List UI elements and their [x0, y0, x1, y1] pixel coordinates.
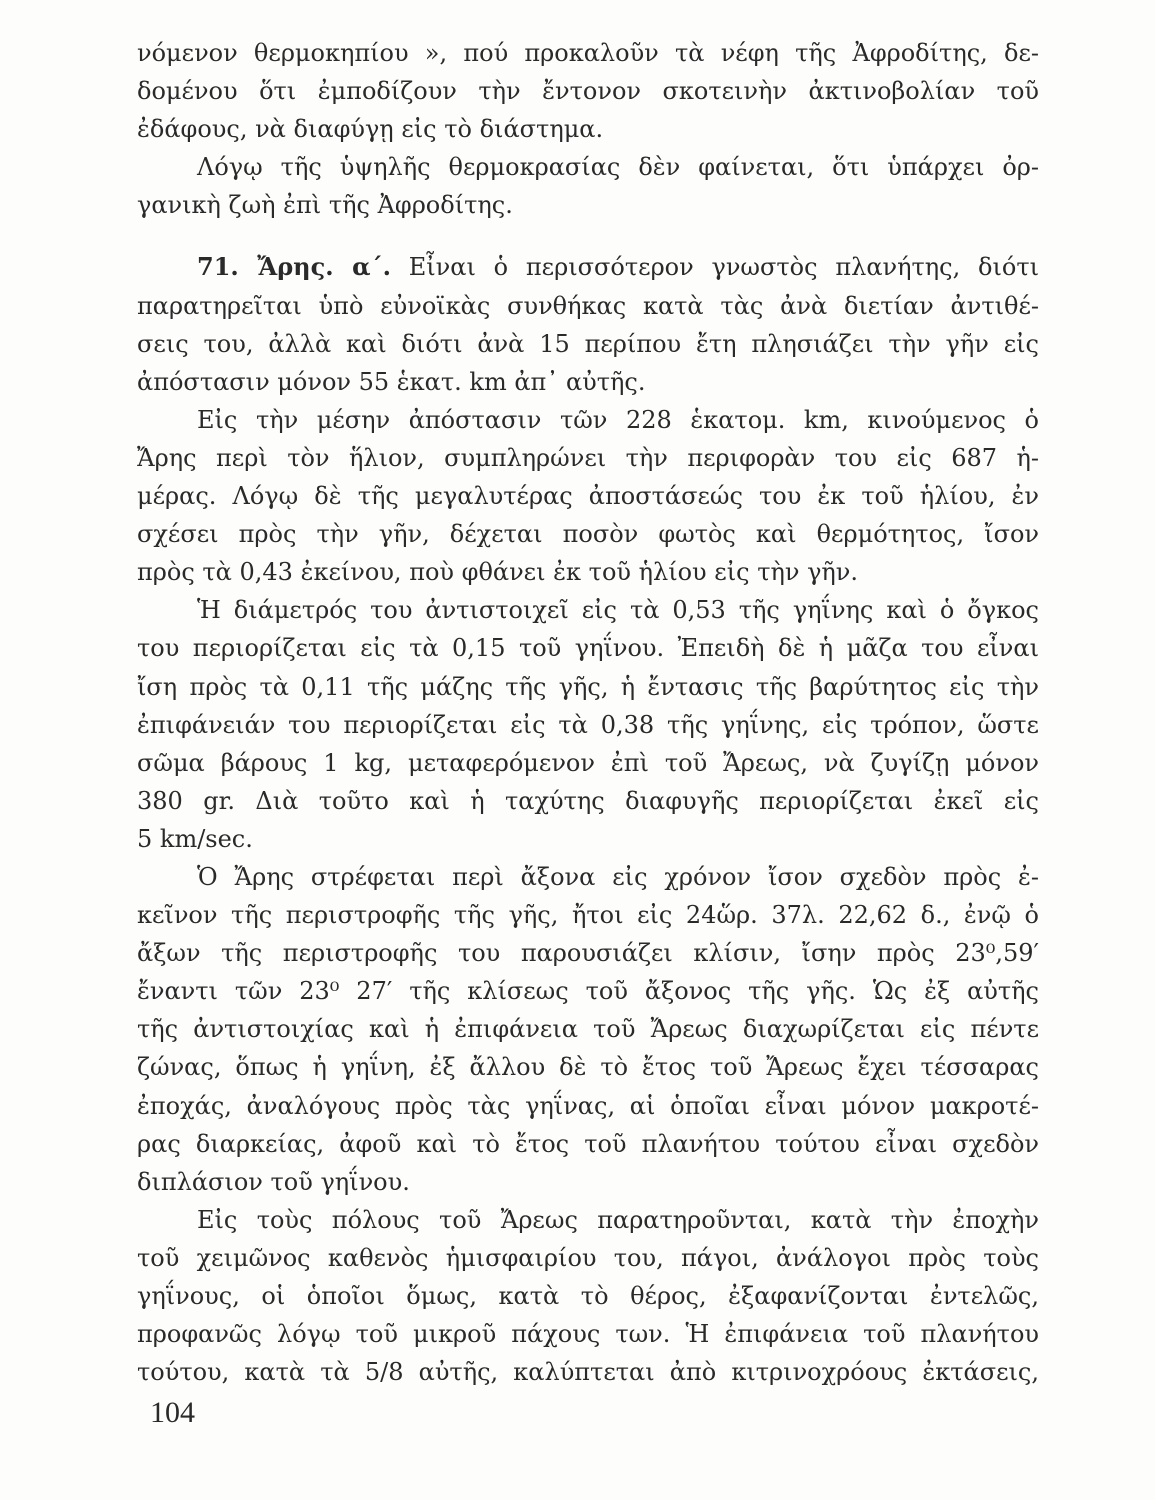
text-line: ἀπόστασιν μόνον 55 ἑκατ. km ἀπ᾿ αὐτῆς.: [137, 367, 646, 396]
text-line: ἔναντι τῶν 23⁰ 27′ τῆς κλίσεως τοῦ ἄξονος τῆς γῆς. Ὡς ἐξ αὐτῆς: [137, 977, 1039, 1006]
text-line: σεις του, ἀλλὰ καὶ διότι ἀνὰ 15 περίπου ἔτη πλησιάζει τὴν γῆν εἰς: [137, 329, 1039, 358]
text-line: προφανῶς λόγῳ τοῦ μικροῦ πάχους των. Ἡ ἐπιφάνεια τοῦ πλανήτου: [137, 1320, 1039, 1349]
text-line: σχέσει πρὸς τὴν γῆν, δέχεται ποσὸν φωτὸς καὶ θερμότητος, ἴσον: [137, 520, 1039, 549]
section-heading: 71. Ἄρης. α΄.: [197, 252, 391, 282]
text-line-rest: Εἶναι ὁ περισσότερον γνωστὸς πλανήτης, διότι: [408, 253, 1040, 282]
paragraph: [137, 1201, 1039, 1391]
text-line: Εἰς τοὺς πόλους τοῦ Ἄρεως παρατηροῦνται, κατὰ τὴν ἐποχὴν: [197, 1205, 1039, 1234]
text-line: τούτου, κατὰ τὰ 5/8 αὐτῆς, καλύπτεται ἀπὸ κιτρινοχρόους ἐκτάσεις,: [137, 1358, 1039, 1387]
paragraph: [137, 858, 1039, 1201]
paragraph: [137, 34, 1039, 148]
text-line: 5 km/sec.: [137, 824, 253, 853]
text-line: Λόγῳ τῆς ὑψηλῆς θερμοκρασίας δὲν φαίνεται, ὅτι ὑπάρχει ὀρ-: [197, 153, 1039, 182]
text-line: παρατηρεῖται ὑπὸ εὐνοϊκὰς συνθήκας κατὰ τὰς ἀνὰ διετίαν ἀντιθέ-: [137, 291, 1039, 320]
text-line: τῆς ἀντιστοιχίας καὶ ἡ ἐπιφάνεια τοῦ Ἄρεως διαχωρίζεται εἰς πέντε: [137, 1015, 1039, 1044]
page-number: 104: [150, 1396, 195, 1429]
paragraph: [137, 148, 1039, 224]
text-line: Εἰς τὴν μέσην ἀπόστασιν τῶν 228 ἑκατομ. km, κινούμενος ὁ: [197, 405, 1039, 434]
text-line: 380 gr. Διὰ τοῦτο καὶ ἡ ταχύτης διαφυγῆς περιορίζεται ἐκεῖ εἰς: [137, 786, 1039, 815]
paragraph: [137, 401, 1039, 591]
text-line: ἴση πρὸς τὰ 0,11 τῆς μάζης τῆς γῆς, ἡ ἔντασις τῆς βαρύτητος εἰς τὴν: [137, 672, 1039, 701]
paragraph: [137, 248, 1039, 400]
paragraph: [137, 591, 1039, 858]
body-text: [137, 34, 1039, 1391]
text-line: ἐπιφάνειάν του περιορίζεται εἰς τὰ 0,38 τῆς γηΐνης, εἰς τρόπον, ὥστε: [137, 710, 1039, 739]
section-gap: [137, 224, 1039, 248]
text-line: του περιορίζεται εἰς τὰ 0,15 τοῦ γηΐνου. Ἐπειδὴ δὲ ἡ μᾶζα του εἶναι: [137, 634, 1039, 663]
text-line: δομένου ὅτι ἐμποδίζουν τὴν ἔντονον σκοτεινὴν ἀκτινοβολίαν τοῦ: [137, 77, 1039, 106]
text-line: νόμενον θερμοκηπίου », πού προκαλοῦν τὰ νέφη τῆς Ἀφροδίτης, δε-: [137, 39, 1039, 67]
text-line: σῶμα βάρους 1 kg, μεταφερόμενον ἐπὶ τοῦ Ἄρεως, νὰ ζυγίζῃ μόνον: [137, 748, 1039, 777]
text-line: γανικὴ ζωὴ ἐπὶ τῆς Ἀφροδίτης.: [137, 191, 513, 220]
text-line: Ἄρης περὶ τὸν ἥλιον, συμπληρώνει τὴν περιφορὰν του εἰς 687 ἡ-: [137, 443, 1039, 472]
text-line: Ἡ διάμετρός του ἀντιστοιχεῖ εἰς τὰ 0,53 τῆς γηΐνης καὶ ὁ ὄγκος: [197, 596, 1039, 625]
text-line: ἐδάφους, νὰ διαφύγῃ εἰς τὸ διάστημα.: [137, 115, 604, 144]
text-line: ρας διαρκείας, ἀφοῦ καὶ τὸ ἔτος τοῦ πλανήτου τούτου εἶναι σχεδὸν: [137, 1129, 1039, 1158]
text-line: διπλάσιον τοῦ γηΐνου.: [137, 1167, 410, 1196]
text-line: πρὸς τὰ 0,43 ἐκείνου, ποὺ φθάνει ἐκ τοῦ ἡλίου εἰς τὴν γῆν.: [137, 558, 859, 587]
text-line: κεῖνον τῆς περιστροφῆς τῆς γῆς, ἤτοι εἰς 24ὥρ. 37λ. 22,62 δ., ἐνῷ ὁ: [137, 901, 1039, 930]
text-line: ἄξων τῆς περιστροφῆς του παρουσιάζει κλίσιν, ἴσην πρὸς 23⁰,59′: [137, 939, 1039, 968]
text-line: μέρας. Λόγῳ δὲ τῆς μεγαλυτέρας ἀποστάσεώς του ἐκ τοῦ ἡλίου, ἐν: [137, 482, 1039, 511]
text-line: Ὁ Ἄρης στρέφεται περὶ ἄξονα εἰς χρόνον ἴσον σχεδὸν πρὸς ἐ-: [197, 862, 1039, 891]
text-line: γηΐνους, οἱ ὁποῖοι ὅμως, κατὰ τὸ θέρος, ἐξαφανίζονται ἐντελῶς,: [137, 1282, 1039, 1310]
text-line: ζώνας, ὅπως ἡ γηΐνη, ἐξ ἄλλου δὲ τὸ ἔτος τοῦ Ἄρεως ἔχει τέσσαρας: [137, 1053, 1039, 1082]
text-line: τοῦ χειμῶνος καθενὸς ἡμισφαιρίου του, πάγοι, ἀνάλογοι πρὸς τοὺς: [137, 1243, 1039, 1272]
text-line: ἐποχάς, ἀναλόγους πρὸς τὰς γηΐνας, αἱ ὁποῖαι εἶναι μόνον μακροτέ-: [137, 1091, 1039, 1120]
text-line: [137, 248, 1039, 286]
